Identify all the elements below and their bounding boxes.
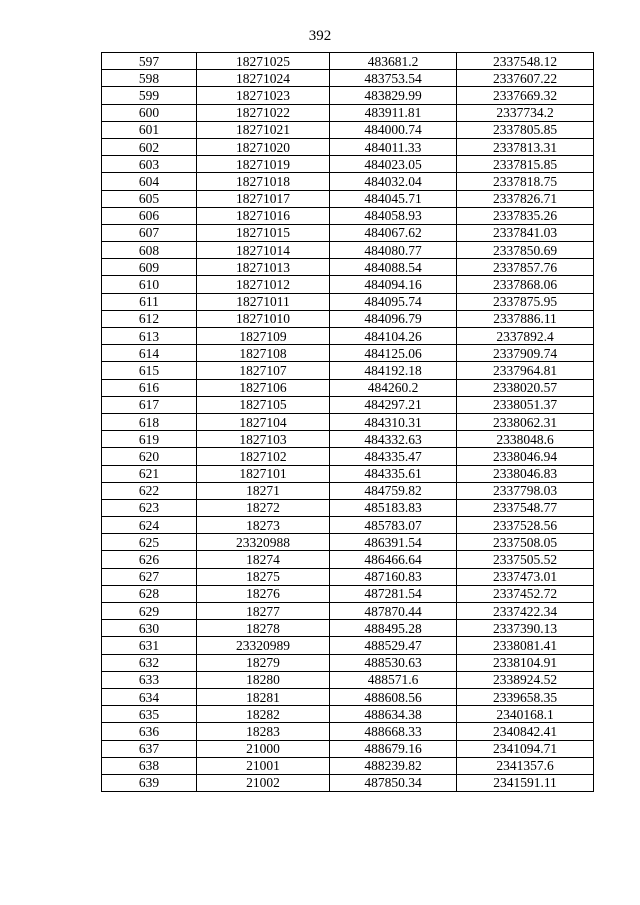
table-row bbox=[102, 70, 594, 87]
point-id-cell: 18271011 bbox=[197, 293, 330, 310]
point-id-cell: 18283 bbox=[197, 723, 330, 740]
row-index-cell: 607 bbox=[102, 224, 197, 241]
row-index-cell: 627 bbox=[102, 568, 197, 585]
y-coordinate-cell: 2338046.83 bbox=[457, 465, 594, 482]
row-index-cell: 611 bbox=[102, 293, 197, 310]
point-id-cell: 1827104 bbox=[197, 413, 330, 430]
row-index-cell: 622 bbox=[102, 482, 197, 499]
y-coordinate-cell: 2338081.41 bbox=[457, 637, 594, 654]
point-id-cell: 18280 bbox=[197, 671, 330, 688]
point-id-cell: 18278 bbox=[197, 620, 330, 637]
point-id-cell: 23320989 bbox=[197, 637, 330, 654]
table-row bbox=[102, 534, 594, 551]
table-row bbox=[102, 585, 594, 602]
point-id-cell: 18271024 bbox=[197, 70, 330, 87]
y-coordinate-cell: 2337886.11 bbox=[457, 310, 594, 327]
y-coordinate-cell: 2337857.76 bbox=[457, 259, 594, 276]
row-index-cell: 630 bbox=[102, 620, 197, 637]
y-coordinate-cell: 2341357.6 bbox=[457, 757, 594, 774]
table-row bbox=[102, 517, 594, 534]
point-id-cell: 18272 bbox=[197, 499, 330, 516]
table-row bbox=[102, 396, 594, 413]
point-id-cell: 23320988 bbox=[197, 534, 330, 551]
table-row bbox=[102, 207, 594, 224]
x-coordinate-cell: 484096.79 bbox=[330, 310, 457, 327]
row-index-cell: 597 bbox=[102, 53, 197, 70]
table-row bbox=[102, 499, 594, 516]
table-row bbox=[102, 413, 594, 430]
x-coordinate-cell: 488634.38 bbox=[330, 706, 457, 723]
point-id-cell: 21000 bbox=[197, 740, 330, 757]
table-row bbox=[102, 224, 594, 241]
point-id-cell: 18271020 bbox=[197, 138, 330, 155]
row-index-cell: 625 bbox=[102, 534, 197, 551]
table-row bbox=[102, 121, 594, 138]
x-coordinate-cell: 484058.93 bbox=[330, 207, 457, 224]
table-row bbox=[102, 723, 594, 740]
point-id-cell: 18282 bbox=[197, 706, 330, 723]
point-id-cell: 18271015 bbox=[197, 224, 330, 241]
row-index-cell: 639 bbox=[102, 774, 197, 791]
table-row bbox=[102, 87, 594, 104]
row-index-cell: 636 bbox=[102, 723, 197, 740]
row-index-cell: 621 bbox=[102, 465, 197, 482]
x-coordinate-cell: 484192.18 bbox=[330, 362, 457, 379]
y-coordinate-cell: 2338046.94 bbox=[457, 448, 594, 465]
table-row bbox=[102, 104, 594, 121]
x-coordinate-cell: 483681.2 bbox=[330, 53, 457, 70]
y-coordinate-cell: 2337798.03 bbox=[457, 482, 594, 499]
x-coordinate-cell: 486391.54 bbox=[330, 534, 457, 551]
y-coordinate-cell: 2340842.41 bbox=[457, 723, 594, 740]
x-coordinate-cell: 488495.28 bbox=[330, 620, 457, 637]
x-coordinate-cell: 488529.47 bbox=[330, 637, 457, 654]
table-row bbox=[102, 774, 594, 791]
y-coordinate-cell: 2337607.22 bbox=[457, 70, 594, 87]
y-coordinate-cell: 2337734.2 bbox=[457, 104, 594, 121]
point-id-cell: 1827107 bbox=[197, 362, 330, 379]
table-row bbox=[102, 603, 594, 620]
y-coordinate-cell: 2340168.1 bbox=[457, 706, 594, 723]
row-index-cell: 605 bbox=[102, 190, 197, 207]
table-row bbox=[102, 53, 594, 70]
y-coordinate-cell: 2338104.91 bbox=[457, 654, 594, 671]
point-id-cell: 1827105 bbox=[197, 396, 330, 413]
table-row bbox=[102, 345, 594, 362]
y-coordinate-cell: 2337835.26 bbox=[457, 207, 594, 224]
y-coordinate-cell: 2337815.85 bbox=[457, 156, 594, 173]
y-coordinate-cell: 2337892.4 bbox=[457, 328, 594, 345]
row-index-cell: 608 bbox=[102, 242, 197, 259]
table-row bbox=[102, 757, 594, 774]
row-index-cell: 613 bbox=[102, 328, 197, 345]
y-coordinate-cell: 2338051.37 bbox=[457, 396, 594, 413]
x-coordinate-cell: 484032.04 bbox=[330, 173, 457, 190]
x-coordinate-cell: 488668.33 bbox=[330, 723, 457, 740]
table-row bbox=[102, 448, 594, 465]
x-coordinate-cell: 487850.34 bbox=[330, 774, 457, 791]
x-coordinate-cell: 483829.99 bbox=[330, 87, 457, 104]
table-row bbox=[102, 568, 594, 585]
x-coordinate-cell: 485183.83 bbox=[330, 499, 457, 516]
x-coordinate-cell: 484080.77 bbox=[330, 242, 457, 259]
y-coordinate-cell: 2337875.95 bbox=[457, 293, 594, 310]
point-id-cell: 21002 bbox=[197, 774, 330, 791]
table-row bbox=[102, 740, 594, 757]
table-row bbox=[102, 465, 594, 482]
row-index-cell: 618 bbox=[102, 413, 197, 430]
point-id-cell: 18271 bbox=[197, 482, 330, 499]
table-row bbox=[102, 362, 594, 379]
y-coordinate-cell: 2337813.31 bbox=[457, 138, 594, 155]
row-index-cell: 637 bbox=[102, 740, 197, 757]
row-index-cell: 632 bbox=[102, 654, 197, 671]
row-index-cell: 633 bbox=[102, 671, 197, 688]
table-body bbox=[102, 53, 594, 792]
x-coordinate-cell: 483753.54 bbox=[330, 70, 457, 87]
point-id-cell: 18275 bbox=[197, 568, 330, 585]
y-coordinate-cell: 2337548.12 bbox=[457, 53, 594, 70]
y-coordinate-cell: 2337805.85 bbox=[457, 121, 594, 138]
y-coordinate-cell: 2337868.06 bbox=[457, 276, 594, 293]
row-index-cell: 609 bbox=[102, 259, 197, 276]
page-number: 392 bbox=[308, 28, 332, 44]
row-index-cell: 635 bbox=[102, 706, 197, 723]
x-coordinate-cell: 484088.54 bbox=[330, 259, 457, 276]
point-id-cell: 18271014 bbox=[197, 242, 330, 259]
x-coordinate-cell: 486466.64 bbox=[330, 551, 457, 568]
point-id-cell: 18271010 bbox=[197, 310, 330, 327]
row-index-cell: 617 bbox=[102, 396, 197, 413]
table-row bbox=[102, 654, 594, 671]
point-id-cell: 18271019 bbox=[197, 156, 330, 173]
x-coordinate-cell: 488239.82 bbox=[330, 757, 457, 774]
point-id-cell: 18276 bbox=[197, 585, 330, 602]
table-row bbox=[102, 138, 594, 155]
y-coordinate-cell: 2337818.75 bbox=[457, 173, 594, 190]
row-index-cell: 638 bbox=[102, 757, 197, 774]
row-index-cell: 600 bbox=[102, 104, 197, 121]
point-id-cell: 1827101 bbox=[197, 465, 330, 482]
y-coordinate-cell: 2341591.11 bbox=[457, 774, 594, 791]
x-coordinate-cell: 484045.71 bbox=[330, 190, 457, 207]
x-coordinate-cell: 484759.82 bbox=[330, 482, 457, 499]
point-id-cell: 1827106 bbox=[197, 379, 330, 396]
y-coordinate-cell: 2338020.57 bbox=[457, 379, 594, 396]
x-coordinate-cell: 484260.2 bbox=[330, 379, 457, 396]
row-index-cell: 620 bbox=[102, 448, 197, 465]
table-row bbox=[102, 173, 594, 190]
point-id-cell: 18271022 bbox=[197, 104, 330, 121]
y-coordinate-cell: 2337452.72 bbox=[457, 585, 594, 602]
table-row bbox=[102, 379, 594, 396]
table-row bbox=[102, 637, 594, 654]
row-index-cell: 601 bbox=[102, 121, 197, 138]
x-coordinate-cell: 484067.62 bbox=[330, 224, 457, 241]
row-index-cell: 598 bbox=[102, 70, 197, 87]
table-row bbox=[102, 482, 594, 499]
x-coordinate-cell: 488530.63 bbox=[330, 654, 457, 671]
table-row bbox=[102, 328, 594, 345]
x-coordinate-cell: 487160.83 bbox=[330, 568, 457, 585]
row-index-cell: 624 bbox=[102, 517, 197, 534]
row-index-cell: 610 bbox=[102, 276, 197, 293]
y-coordinate-cell: 2337528.56 bbox=[457, 517, 594, 534]
y-coordinate-cell: 2337473.01 bbox=[457, 568, 594, 585]
point-id-cell: 18271016 bbox=[197, 207, 330, 224]
y-coordinate-cell: 2337964.81 bbox=[457, 362, 594, 379]
y-coordinate-cell: 2337841.03 bbox=[457, 224, 594, 241]
table-row bbox=[102, 190, 594, 207]
row-index-cell: 629 bbox=[102, 603, 197, 620]
row-index-cell: 599 bbox=[102, 87, 197, 104]
point-id-cell: 18271012 bbox=[197, 276, 330, 293]
point-id-cell: 18271017 bbox=[197, 190, 330, 207]
y-coordinate-cell: 2337390.13 bbox=[457, 620, 594, 637]
table-row bbox=[102, 551, 594, 568]
y-coordinate-cell: 2337826.71 bbox=[457, 190, 594, 207]
y-coordinate-cell: 2337508.05 bbox=[457, 534, 594, 551]
x-coordinate-cell: 484125.06 bbox=[330, 345, 457, 362]
table-row bbox=[102, 688, 594, 705]
point-id-cell: 18279 bbox=[197, 654, 330, 671]
x-coordinate-cell: 484297.21 bbox=[330, 396, 457, 413]
x-coordinate-cell: 484332.63 bbox=[330, 431, 457, 448]
x-coordinate-cell: 483911.81 bbox=[330, 104, 457, 121]
row-index-cell: 615 bbox=[102, 362, 197, 379]
x-coordinate-cell: 484000.74 bbox=[330, 121, 457, 138]
coordinates-table bbox=[101, 52, 594, 792]
point-id-cell: 18271025 bbox=[197, 53, 330, 70]
row-index-cell: 628 bbox=[102, 585, 197, 602]
y-coordinate-cell: 2339658.35 bbox=[457, 688, 594, 705]
table-row bbox=[102, 276, 594, 293]
table-row bbox=[102, 156, 594, 173]
x-coordinate-cell: 484310.31 bbox=[330, 413, 457, 430]
point-id-cell: 18273 bbox=[197, 517, 330, 534]
row-index-cell: 631 bbox=[102, 637, 197, 654]
point-id-cell: 18271013 bbox=[197, 259, 330, 276]
y-coordinate-cell: 2338924.52 bbox=[457, 671, 594, 688]
y-coordinate-cell: 2338048.6 bbox=[457, 431, 594, 448]
point-id-cell: 1827102 bbox=[197, 448, 330, 465]
point-id-cell: 18271023 bbox=[197, 87, 330, 104]
row-index-cell: 626 bbox=[102, 551, 197, 568]
x-coordinate-cell: 484095.74 bbox=[330, 293, 457, 310]
x-coordinate-cell: 484104.26 bbox=[330, 328, 457, 345]
point-id-cell: 18271021 bbox=[197, 121, 330, 138]
point-id-cell: 18271018 bbox=[197, 173, 330, 190]
point-id-cell: 18274 bbox=[197, 551, 330, 568]
point-id-cell: 18277 bbox=[197, 603, 330, 620]
y-coordinate-cell: 2337548.77 bbox=[457, 499, 594, 516]
y-coordinate-cell: 2337850.69 bbox=[457, 242, 594, 259]
x-coordinate-cell: 484335.61 bbox=[330, 465, 457, 482]
row-index-cell: 604 bbox=[102, 173, 197, 190]
y-coordinate-cell: 2338062.31 bbox=[457, 413, 594, 430]
row-index-cell: 623 bbox=[102, 499, 197, 516]
row-index-cell: 616 bbox=[102, 379, 197, 396]
point-id-cell: 1827103 bbox=[197, 431, 330, 448]
x-coordinate-cell: 484011.33 bbox=[330, 138, 457, 155]
x-coordinate-cell: 487870.44 bbox=[330, 603, 457, 620]
table-row bbox=[102, 671, 594, 688]
x-coordinate-cell: 485783.07 bbox=[330, 517, 457, 534]
point-id-cell: 21001 bbox=[197, 757, 330, 774]
table-row bbox=[102, 293, 594, 310]
x-coordinate-cell: 488679.16 bbox=[330, 740, 457, 757]
row-index-cell: 602 bbox=[102, 138, 197, 155]
y-coordinate-cell: 2337505.52 bbox=[457, 551, 594, 568]
point-id-cell: 18281 bbox=[197, 688, 330, 705]
point-id-cell: 1827109 bbox=[197, 328, 330, 345]
row-index-cell: 606 bbox=[102, 207, 197, 224]
row-index-cell: 619 bbox=[102, 431, 197, 448]
table-row bbox=[102, 620, 594, 637]
y-coordinate-cell: 2337422.34 bbox=[457, 603, 594, 620]
x-coordinate-cell: 484335.47 bbox=[330, 448, 457, 465]
row-index-cell: 614 bbox=[102, 345, 197, 362]
table-row bbox=[102, 242, 594, 259]
table-row bbox=[102, 431, 594, 448]
x-coordinate-cell: 488571.6 bbox=[330, 671, 457, 688]
table-row bbox=[102, 310, 594, 327]
table-row bbox=[102, 706, 594, 723]
table-row bbox=[102, 259, 594, 276]
row-index-cell: 603 bbox=[102, 156, 197, 173]
x-coordinate-cell: 487281.54 bbox=[330, 585, 457, 602]
y-coordinate-cell: 2341094.71 bbox=[457, 740, 594, 757]
y-coordinate-cell: 2337669.32 bbox=[457, 87, 594, 104]
row-index-cell: 612 bbox=[102, 310, 197, 327]
x-coordinate-cell: 484023.05 bbox=[330, 156, 457, 173]
row-index-cell: 634 bbox=[102, 688, 197, 705]
point-id-cell: 1827108 bbox=[197, 345, 330, 362]
x-coordinate-cell: 484094.16 bbox=[330, 276, 457, 293]
y-coordinate-cell: 2337909.74 bbox=[457, 345, 594, 362]
x-coordinate-cell: 488608.56 bbox=[330, 688, 457, 705]
